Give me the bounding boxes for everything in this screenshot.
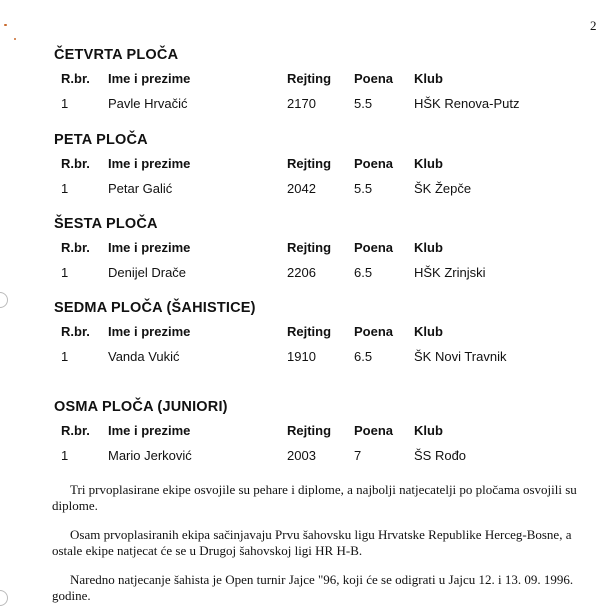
header-points: Poena bbox=[354, 324, 394, 339]
header-club: Klub bbox=[414, 423, 443, 438]
table-row bbox=[0, 349, 600, 367]
header-points: Poena bbox=[354, 156, 394, 171]
header-rating: Rejting bbox=[287, 156, 332, 171]
header-club: Klub bbox=[414, 240, 443, 255]
cell-rank: 1 bbox=[61, 349, 69, 364]
header-name: Ime i prezime bbox=[108, 324, 191, 339]
table-header bbox=[0, 71, 600, 89]
header-points: Poena bbox=[354, 240, 394, 255]
table-row bbox=[0, 96, 600, 114]
header-rank: R.br. bbox=[61, 240, 90, 255]
header-rating: Rejting bbox=[287, 324, 332, 339]
header-rank: R.br. bbox=[61, 71, 90, 86]
cell-club: HŠK Renova-Putz bbox=[414, 96, 520, 111]
header-rank: R.br. bbox=[61, 156, 90, 171]
cell-club: ŠS Rođo bbox=[414, 448, 467, 463]
header-name: Ime i prezime bbox=[108, 156, 191, 171]
header-rating: Rejting bbox=[287, 423, 332, 438]
header-points: Poena bbox=[354, 71, 394, 86]
paragraph: Osam prvoplasiranih ekipa sačinjavaju Prvu šahovsku ligu Hrvatske Republike Herceg-Bosne, a ostale ekipe natjecat će se u Drugoj šahovskoj ligi HR H-B. bbox=[52, 527, 572, 558]
header-name: Ime i prezime bbox=[108, 423, 191, 438]
cell-club: HŠK Zrinjski bbox=[414, 265, 486, 280]
cell-points: 7 bbox=[354, 448, 362, 463]
cell-rating: 2003 bbox=[287, 448, 316, 463]
header-rating: Rejting bbox=[287, 71, 332, 86]
header-club: Klub bbox=[414, 324, 443, 339]
paragraph: Naredno natjecanje šahista je Open turnir Jajce "96, koji će se odigrati u Jajcu 12. i 13. 09. 1996. godine. bbox=[52, 572, 574, 603]
cell-rating: 1910 bbox=[287, 349, 316, 364]
cell-rank: 1 bbox=[61, 181, 69, 196]
section-title: OSMA PLOČA (JUNIORI) bbox=[54, 399, 228, 415]
section-title: PETA PLOČA bbox=[54, 132, 148, 148]
section-title: ČETVRTA PLOČA bbox=[54, 47, 179, 63]
header-name: Ime i prezime bbox=[108, 71, 191, 86]
table-header bbox=[0, 156, 600, 174]
section-title: SEDMA PLOČA (ŠAHISTICE) bbox=[54, 300, 256, 316]
paper-speck bbox=[4, 24, 7, 26]
header-rank: R.br. bbox=[61, 324, 90, 339]
cell-points: 5.5 bbox=[354, 96, 373, 111]
section-title: ŠESTA PLOČA bbox=[54, 216, 158, 232]
header-club: Klub bbox=[414, 71, 443, 86]
cell-club: ŠK Novi Travnik bbox=[414, 349, 507, 364]
cell-rank: 1 bbox=[61, 265, 69, 280]
header-club: Klub bbox=[414, 156, 443, 171]
table-header bbox=[0, 324, 600, 342]
paragraph: Tri prvoplasirane ekipe osvojile su pehare i diplome, a najbolji natjecatelji po pločama osvojili su diplome. bbox=[52, 482, 577, 513]
cell-rank: 1 bbox=[61, 96, 69, 111]
cell-rating: 2170 bbox=[287, 96, 316, 111]
cell-name: Petar Galić bbox=[108, 181, 173, 196]
cell-points: 5.5 bbox=[354, 181, 373, 196]
table-row bbox=[0, 448, 600, 466]
punch-hole-mark bbox=[0, 590, 8, 606]
cell-rating: 2042 bbox=[287, 181, 316, 196]
table-header bbox=[0, 240, 600, 258]
cell-name: Denijel Drače bbox=[108, 265, 187, 280]
table-row bbox=[0, 265, 600, 283]
header-name: Ime i prezime bbox=[108, 240, 191, 255]
table-row bbox=[0, 181, 600, 199]
table-header bbox=[0, 423, 600, 441]
cell-name: Vanda Vukić bbox=[108, 349, 180, 364]
header-rank: R.br. bbox=[61, 423, 90, 438]
cell-points: 6.5 bbox=[354, 349, 373, 364]
page-number: 2 bbox=[590, 18, 597, 33]
paper-speck bbox=[14, 38, 16, 40]
cell-rating: 2206 bbox=[287, 265, 316, 280]
cell-points: 6.5 bbox=[354, 265, 373, 280]
header-points: Poena bbox=[354, 423, 394, 438]
header-rating: Rejting bbox=[287, 240, 332, 255]
cell-rank: 1 bbox=[61, 448, 69, 463]
cell-name: Mario Jerković bbox=[108, 448, 192, 463]
punch-hole-mark bbox=[0, 292, 8, 308]
cell-name: Pavle Hrvačić bbox=[108, 96, 188, 111]
cell-club: ŠK Žepče bbox=[414, 181, 472, 196]
